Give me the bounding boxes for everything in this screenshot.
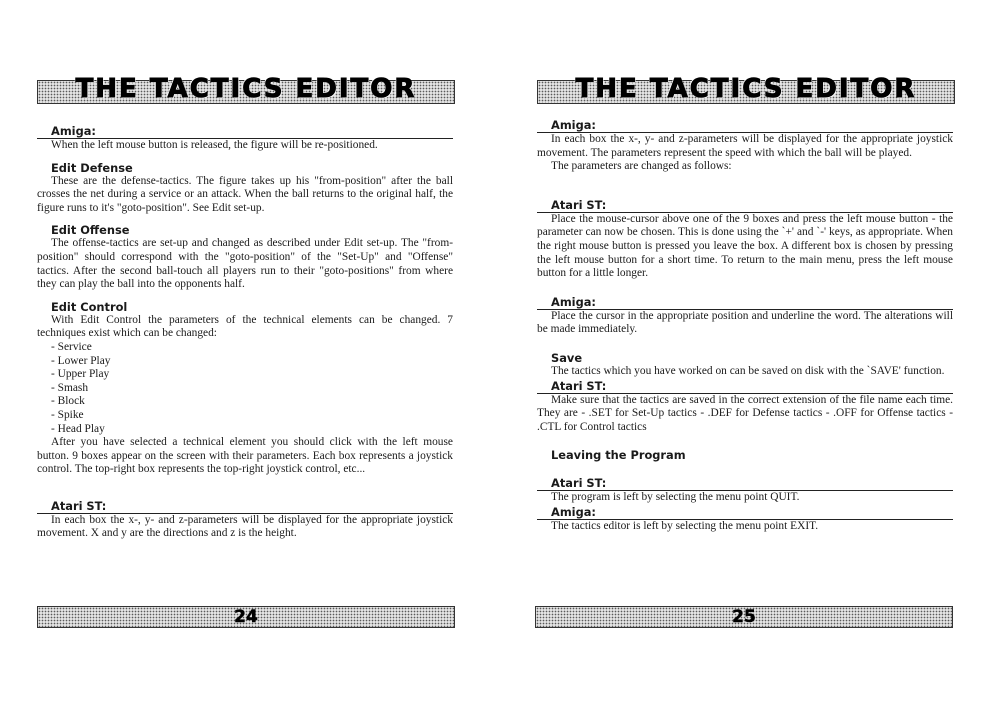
paragraph-edit-offense: The offense-tactics are set-up and changed as described under Edit set-up. The "from-position" should correspond with the "goto-position" of the "Set-Up" and "Offense" tactics. After the second ball-touch all players run to their "goto-positions" from where they can play the ball into the opponents half. (37, 237, 453, 291)
section-subheading-atari-st: Atari ST: (537, 198, 953, 213)
paragraph-edit-defense: These are the defense-tactics. The figure takes up his "from-position" after the ball crosses the net during a service or an attack. When the ball returns to the original half, the figure runs to it's "goto-position". See Edit set-up. (37, 174, 453, 214)
paragraph-atari-st: In each box the x-, y- and z-parameters will be displayed for the appropriate joystick movement. X and y are the directions and z is the height. (37, 513, 453, 540)
footer-bar (37, 606, 455, 628)
paragraph-amiga: In each box the x-, y- and z-parameters will be displayed for the appropriate joystick movement. The parameters represent the speed with which the ball will be played. (537, 133, 953, 159)
list-item: - Head Play (51, 422, 105, 435)
paragraph-amiga-4: The tactics editor is left by selecting the menu point EXIT. (551, 519, 819, 532)
list-item: - Smash (51, 381, 89, 394)
section-subheading-amiga: Amiga: (37, 124, 453, 139)
list-item: - Block (51, 395, 85, 408)
footer-bar (535, 606, 953, 628)
section-subheading-amiga: Amiga: (537, 118, 953, 133)
paragraph-edit-control-2: After you have selected a technical element you should click with the left mouse button. 9 boxes appear on the screen with their parameters. Each box represents a joystick control. The top-right box represents the top-right joystick control, etc... (37, 436, 453, 476)
right-page (500, 0, 1000, 707)
section-subheading-atari-st: Atari ST: (37, 499, 453, 514)
section-subheading-amiga-3: Amiga: (537, 505, 953, 520)
paragraph-edit-control: With Edit Control the parameters of the technical elements can be changed. 7 techniques exist which can be changed: (37, 313, 453, 340)
paragraph-atari-st-2: Make sure that the tactics are saved in the correct extension of the file name each time. They are - .SET for Set-Up tactics - .DEF for Defense tactics - .OFF for Offense tactics - .CTL for Control tactics (537, 393, 953, 433)
section-heading-save: Save (551, 350, 583, 365)
paragraph-amiga: When the left mouse button is released, the figure will be re-positioned. (51, 139, 378, 151)
title-bar (37, 74, 455, 104)
paragraph-atari-st: Place the mouse-cursor above one of the 9 boxes and press the left mouse button - the parameter can now be chosen. This is done using the `+' and `-' keys, as appropriate. When the right mouse button is pressed you leave the box. A different box is chosen by pressing the left mouse button for a short time. To return to the main menu, press the left mouse button for a little longer. (537, 212, 953, 280)
list-item: - Service (51, 340, 92, 353)
section-heading-edit-defense: Edit Defense (51, 160, 133, 175)
techniques-list (37, 341, 453, 436)
section-heading-edit-control: Edit Control (51, 299, 128, 314)
page-number: 24 (234, 607, 258, 627)
section-subheading-amiga-2: Amiga: (537, 295, 953, 310)
page-number: 25 (732, 607, 756, 627)
paragraph-save: The tactics which you have worked on can be saved on disk with the `SAVE' function. (551, 364, 945, 377)
paragraph-amiga-3: Place the cursor in the appropriate position and underline the word. The alterations will be made immediately. (537, 309, 953, 336)
list-item: - Spike (51, 408, 84, 421)
page-content (37, 124, 453, 541)
page-title: THE TACTICS EDITOR (75, 74, 417, 104)
page-content (537, 118, 953, 534)
page-title: THE TACTICS EDITOR (575, 74, 917, 104)
section-heading-leaving-the-program: Leaving the Program (551, 448, 686, 463)
section-heading-edit-offense: Edit Offense (51, 223, 130, 238)
paragraph-atari-st-3: The program is left by selecting the menu point QUIT. (551, 491, 800, 504)
title-bar (537, 74, 955, 104)
paragraph-amiga-2: The parameters are changed as follows: (551, 160, 732, 173)
section-subheading-atari-st-3: Atari ST: (537, 476, 953, 491)
list-item: - Upper Play (51, 368, 110, 381)
list-item: - Lower Play (51, 354, 111, 367)
section-subheading-atari-st-2: Atari ST: (537, 379, 953, 394)
